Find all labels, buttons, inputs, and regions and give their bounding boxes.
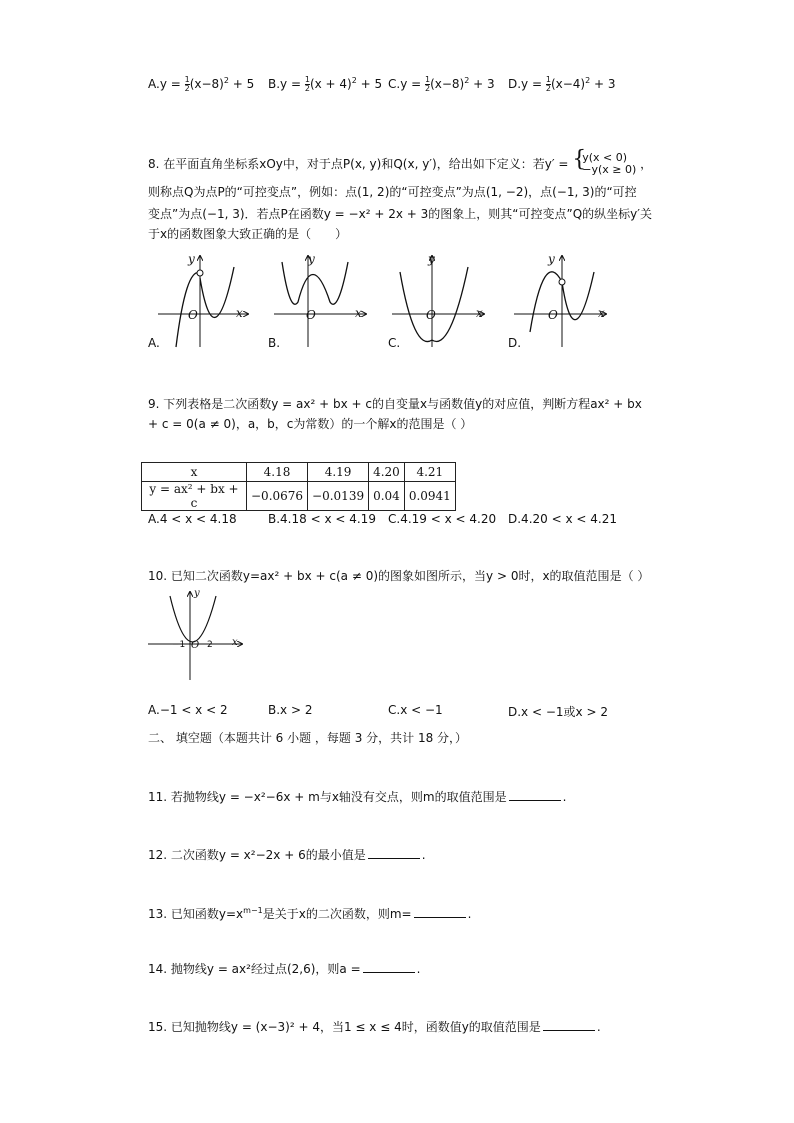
q10-option-b: B.x > 2 — [268, 703, 313, 717]
q13-answer-blank[interactable] — [414, 905, 466, 918]
table-cell: −0.0139 — [308, 482, 369, 511]
q9-option-b: B.4.18 < x < 4.19 — [268, 512, 376, 526]
q14-item: 14. 抛物线y = ax²经过点(2,6)，则a = . — [148, 962, 421, 976]
q9-option-d: D.4.20 < x < 4.21 — [508, 512, 617, 526]
q9-stem-line1: 9. 下列表格是二次函数y = ax² + bx + c的自变量x与函数值y的对应值，判断方程ax² + bx — [148, 397, 642, 411]
q12-answer-blank[interactable] — [368, 846, 420, 859]
section-heading: 二、 填空题（本题共计 6 小题 ，每题 3 分，共计 18 分，） — [148, 731, 468, 745]
q7-option-c: C.y = $\frac{1}{2}$ $(x-8)^2 + 3$ — [388, 75, 495, 93]
q11-answer-blank[interactable] — [509, 788, 561, 801]
q10-option-c: C.x < −1 — [388, 703, 443, 717]
q7-option-a: A.y = $\frac{1}{2}$ $(x-8)^2 + 5$ — [148, 75, 255, 93]
q8-graphs — [148, 252, 618, 352]
q8-c-y-label: y — [428, 252, 435, 266]
q8-stem-line2: 则称点Q为点P的“可控变点”，例如：点(1, 2)的“可控变点”为点(1, −2)，点(−1, 3)的“可控 — [148, 185, 637, 199]
q8-label-d: D. — [508, 336, 522, 350]
table-cell: 4.18 — [247, 463, 308, 482]
q8-c-origin: O — [426, 308, 436, 322]
q8-graph-a — [158, 256, 248, 347]
q7-option-d: D.y = $\frac{1}{2}$ $(x-4)^2 + 3$ — [508, 75, 616, 93]
q8-label-b: B. — [268, 336, 281, 350]
q8-stem-line4: 于x的函数图象大致正确的是（ ） — [148, 227, 348, 241]
q8-b-y-label: y — [308, 252, 315, 266]
q9-option-a: A.4 < x < 4.18 — [148, 512, 237, 526]
q8-a-origin: O — [188, 308, 198, 322]
table-cell: 0.0941 — [404, 482, 455, 511]
table-cell: 4.19 — [308, 463, 369, 482]
q15-item: 15. 已知抛物线y = (x−3)² + 4，当1 ≤ x ≤ 4时，函数值y的取值范围是 . — [148, 1020, 601, 1034]
q8-graph-d — [514, 256, 606, 347]
q10-x-label: x — [232, 637, 238, 648]
q8-label-c: C. — [388, 336, 401, 350]
q8-graph-b — [274, 256, 366, 347]
table-row — [142, 463, 456, 482]
q8-b-x-label: x — [355, 306, 362, 320]
q10-option-a: A.−1 < x < 2 — [148, 703, 228, 717]
q10-option-d: D.x < −1或x > 2 — [508, 705, 608, 719]
q11-item: 11. 若抛物线y = −x²−6x + m与x轴没有交点，则m的取值范围是 . — [148, 790, 567, 804]
table-head-y: y = ax² + bx + c — [142, 482, 247, 511]
q10-tick-pos: 2 — [207, 640, 213, 650]
q9-value-table — [141, 462, 456, 511]
q13-item: 13. 已知函数$y=x^{m-1}$是关于x的二次函数，则m= . — [148, 906, 472, 921]
q8-d-y-label: y — [548, 252, 555, 266]
q9-stem-line2: + c = 0(a ≠ 0)，a，b，c为常数）的一个解x的范围是（ ） — [148, 417, 473, 431]
table-cell: 4.21 — [404, 463, 455, 482]
q10-graph — [146, 588, 246, 682]
q10-tick-neg: −1 — [172, 640, 186, 650]
table-cell: 0.04 — [369, 482, 405, 511]
q12-item: 12. 二次函数y = x²−2x + 6的最小值是 . — [148, 848, 426, 862]
q8-a-x-label: x — [236, 306, 243, 320]
q7-option-b: B.y = $\frac{1}{2}$ $(x + 4)^2 + 5$ — [268, 75, 383, 93]
q10-y-label: y — [194, 588, 200, 599]
table-head-x: x — [142, 463, 247, 482]
table-row — [142, 482, 456, 511]
q8-stem-line3: 变点”为点(−1, 3)．若点P在函数y = −x² + 2x + 3的图象上，则其“可控变点”Q的纵坐标y′关 — [148, 207, 652, 221]
q8-a-y-label: y — [188, 252, 195, 266]
table-cell: −0.0676 — [247, 482, 308, 511]
q10-origin: O — [191, 640, 200, 651]
q8-d-x-label: x — [598, 306, 605, 320]
q8-d-origin: O — [548, 308, 558, 322]
q8-stem-line1: 8. 在平面直角坐标系xOy中，对于点P(x, y)和Q(x, y′)，给出如下定义：若y′ = { y(x < 0) −y(x ≥ 0) ， — [148, 147, 653, 176]
q14-answer-blank[interactable] — [363, 960, 415, 973]
q8-c-x-label: x — [476, 306, 483, 320]
q8-label-a: A. — [148, 336, 160, 350]
q9-option-c: C.4.19 < x < 4.20 — [388, 512, 497, 526]
q8-graph-c — [392, 256, 484, 347]
q15-answer-blank[interactable] — [543, 1018, 595, 1031]
q8-b-origin: O — [306, 308, 316, 322]
q10-stem: 10. 已知二次函数y=ax² + bx + c(a ≠ 0)的图象如图所示，当y > 0时，x的取值范围是（ ） — [148, 569, 650, 583]
table-cell: 4.20 — [369, 463, 405, 482]
